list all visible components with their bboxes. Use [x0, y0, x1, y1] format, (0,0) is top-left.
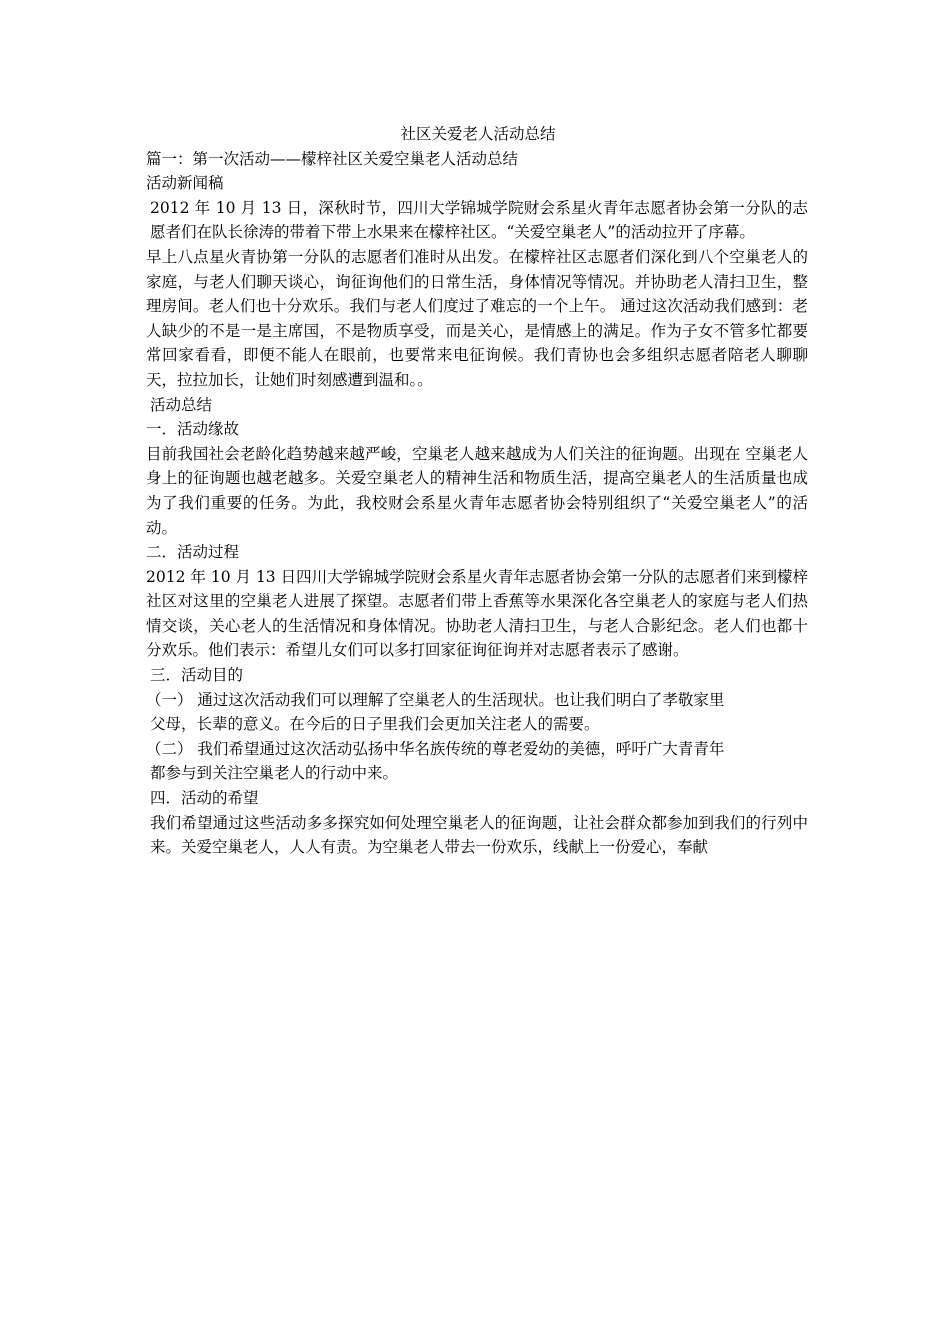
section-1-heading: 一．活动缘故 — [146, 420, 240, 439]
section-3-item-1-line-2: 父母，长辈的意义。在今后的日子里我们会更加关注老人的需要。 — [150, 715, 600, 734]
section-2-heading: 二．活动过程 — [146, 543, 240, 562]
document-title: 社区关爱老人活动总结 — [400, 125, 556, 143]
section-4-heading: 四．活动的希望 — [150, 789, 259, 808]
document-subtitle: 篇一：第一次活动——檬梓社区关爱空巢老人活动总结 — [146, 149, 519, 168]
document-page — [142, 122, 808, 860]
section-3-item-2-line-1: （二） 我们希望通过这次活动弘扬中华名族传统的尊老爱幼的美德，呼吁广大青青年 — [146, 739, 725, 758]
news-paragraph-1: 2012 年 10 月 13 日，深秋时节，四川大学锦城学院财会系星火青年志愿者协会第一分队的志愿者们在队长徐涛的带着下带上水果来在檬梓社区。“关爱空巢老人”的活动拉开了序幕。 — [150, 198, 808, 242]
section-1-paragraph: 目前我国社会老龄化趋势越来越严峻，空巢老人越来越成为人们关注的征询题。出现在 空巢老人身上的征询题也越老越多。关爱空巢老人的精神生活和物质生活，提高空巢老人的生活质量也成为了我们重要的任务。为此，我校财会系星火青年志愿者协会特别组织了“关爱空巢老人”的活动。 — [146, 444, 808, 537]
summary-heading: 活动总结 — [150, 395, 213, 414]
section-3-item-1-line-1: （一） 通过这次活动我们可以理解了空巢老人的生活现状。也让我们明白了孝敬家里 — [146, 690, 725, 709]
section-3-item-2-line-2: 都参与到关注空巢老人的行动中来。 — [150, 764, 399, 783]
news-paragraph-2: 早上八点星火青协第一分队的志愿者们准时从出发。在檬梓社区志愿者们深化到八个空巢老人的家庭，与老人们聊天谈心，询征询他们的日常生活，身体情况等情况。并协助老人清扫卫生，整理房间。老人们也十分欢乐。我们与老人们度过了难忘的一个上午。 通过这次活动我们感到：老人缺少的不是一是主席国，不是物质享受，而是关心，是情感上的满足。作为子女不管多忙都要常回家看看，即便不能人在眼前，也要常来电征询候。我们青协也会多组织志愿者陪老人聊聊天，拉拉加长，让她们时刻感遭到温和。。 — [146, 247, 808, 389]
section-2-paragraph: 2012 年 10 月 13 日四川大学锦城学院财会系星火青年志愿者协会第一分队的志愿者们来到檬梓社区对这里的空巢老人进展了探望。志愿者们带上香蕉等水果深化各空巢老人的家庭与老人们热情交谈，关心老人的生活情况和身体情况。协助老人清扫卫生，与老人合影纪念。老人们也都十分欢乐。他们表示：希望儿女们可以多打回家征询征询并对志愿者表示了感谢。 — [146, 567, 808, 660]
section-4-paragraph: 我们希望通过这些活动多多探究如何处理空巢老人的征询题，让社会群众都参加到我们的行列中来。关爱空巢老人，人人有责。为空巢老人带去一份欢乐，线献上一份爱心，奉献 — [150, 813, 808, 857]
news-heading: 活动新闻稿 — [146, 174, 224, 193]
section-3-heading: 三．活动目的 — [150, 666, 244, 685]
